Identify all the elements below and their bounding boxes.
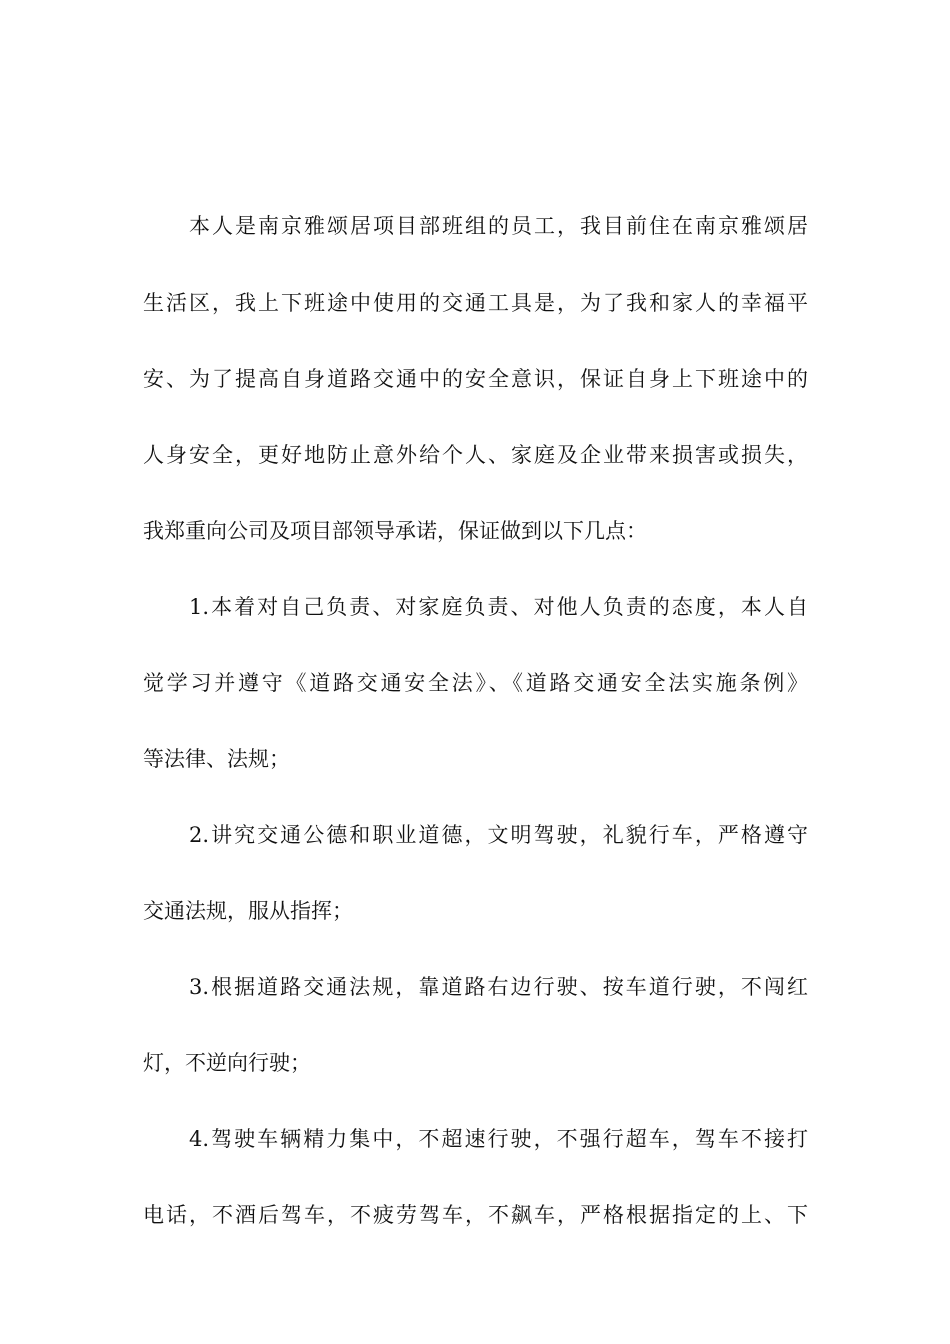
paragraph-1-line-4: 人身安全，更好地防止意外给个人、家庭及企业带来损害或损失， <box>143 443 808 467</box>
paragraph-2-line-1: 1.本着对自己负责、对家庭负责、对他人负责的态度，本人自 <box>189 595 808 619</box>
paragraph-2-line-3: 等法律、法规； <box>143 747 290 771</box>
paragraph-1-line-2: 生活区，我上下班途中使用的交通工具是，为了我和家人的幸福平 <box>143 291 808 315</box>
paragraph-5-line-2: 电话，不酒后驾车，不疲劳驾车，不飙车，严格根据指定的上、下 <box>143 1203 808 1227</box>
paragraph-4-line-1: 3.根据道路交通法规，靠道路右边行驶、按车道行驶，不闯红 <box>189 975 808 999</box>
paragraph-3-line-1: 2.讲究交通公德和职业道德，文明驾驶，礼貌行车，严格遵守 <box>189 823 808 847</box>
paragraph-1-line-1: 本人是南京雅颂居项目部班组的员工，我目前住在南京雅颂居 <box>189 214 808 238</box>
paragraph-5-line-1: 4.驾驶车辆精力集中，不超速行驶，不强行超车，驾车不接打 <box>189 1127 808 1151</box>
paragraph-1-line-3: 安、为了提高自身道路交通中的安全意识，保证自身上下班途中的 <box>143 367 808 391</box>
paragraph-3-line-2: 交通法规，服从指挥； <box>143 899 353 923</box>
paragraph-4-line-2: 灯，不逆向行驶； <box>143 1051 311 1075</box>
paragraph-2-line-2: 觉学习并遵守《道路交通安全法》、《道路交通安全法实施条例》 <box>143 671 808 695</box>
paragraph-1-line-5: 我郑重向公司及项目部领导承诺，保证做到以下几点： <box>143 519 647 543</box>
